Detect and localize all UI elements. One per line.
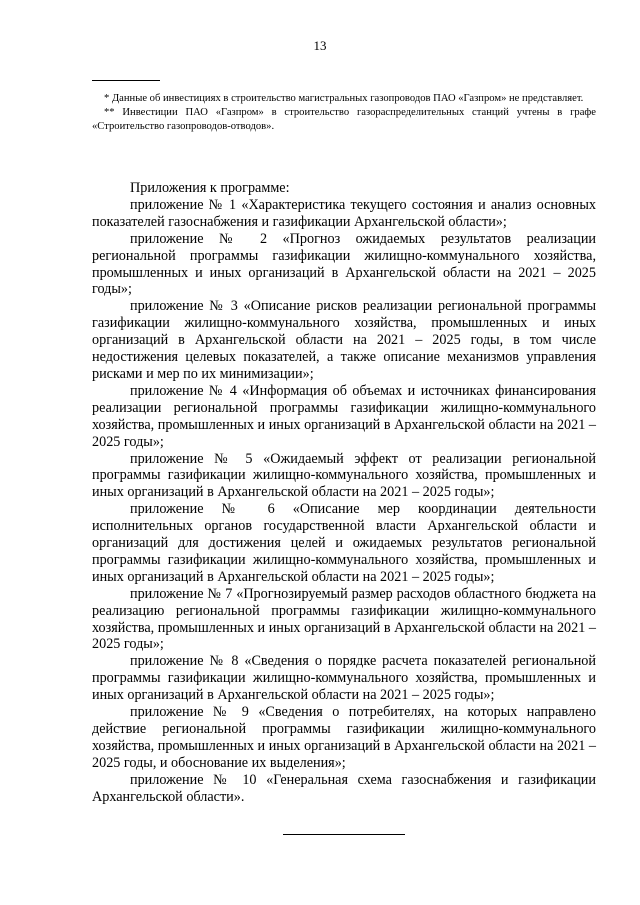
appendix-item-7: приложение № 7 «Прогнозируемый размер расходов областного бюджета на реализацию региональной программы газификации жилищно-коммунального хозяйства, промышленных и иных организаций в Архангельской области на 2021 – 2025 годы»; — [92, 585, 596, 653]
footnote-2: ** Инвестиции ПАО «Газпром» в строительство газораспределительных станций учтены в графе «Строительство газопроводов-отводов». — [92, 107, 596, 132]
page-number: 13 — [313, 38, 327, 53]
appendix-item-9: приложение № 9 «Сведения о потребителях, на которых направлено действие региональной программы газификации жилищно-коммунального хозяйства, промышленных и иных организаций в Архангельской области на 2021 – 2025 годы, и обоснование их выделения»; — [92, 704, 596, 771]
footnote-1: * Данные об инвестициях в строительство магистральных газопроводов ПАО «Газпром» не представляет. — [104, 93, 584, 104]
appendix-item-10: приложение № 10 «Генеральная схема газоснабжения и газификации Архангельской области». — [92, 771, 596, 805]
appendix-heading: Приложения к программе: — [130, 180, 290, 196]
appendix-item-3: приложение № 3 «Описание рисков реализации региональной программы газификации жилищно-коммунального хозяйства, промышленных и иных организаций в Архангельской области на 2021 – 2025 годы, в том числе недостижения целевых показателей, а также описание механизмов управления рисками и мер по их минимизации»; — [92, 298, 596, 382]
end-separator — [283, 834, 405, 835]
appendix-list — [92, 180, 596, 806]
appendix-item-2: приложение № 2 «Прогноз ожидаемых результатов реализации региональной программы газификации жилищно-коммунального хозяйства, промышленных и иных организаций в Архангельской области на 2021 – 2025 годы»; — [92, 230, 596, 298]
footnotes — [92, 92, 596, 134]
appendix-item-8: приложение № 8 «Сведения о порядке расчета показателей региональной программы газификации жилищно-коммунального хозяйства, промышленных и иных организаций в Архангельской области на 2021 – 2025 годы»; — [92, 653, 596, 704]
appendix-item-6: приложение № 6 «Описание мер координации деятельности исполнительных органов государственной власти Архангельской области и организаций для достижения целей и ожидаемых результатов региональной программы газификации жилищно-коммунального хозяйства, промышленных и иных организаций в Архангельской области на 2021 – 2025 годы»; — [92, 501, 596, 585]
appendix-item-5: приложение № 5 «Ожидаемый эффект от реализации региональной программы газификации жилищно-коммунального хозяйства, промышленных и иных организаций в Архангельской области на 2021 – 2025 годы»; — [92, 450, 596, 501]
footnote-separator — [92, 80, 160, 81]
appendix-item-1: приложение № 1 «Характеристика текущего состояния и анализ основных показателей газоснабжения и газификации Архангельской области»; — [92, 196, 596, 230]
appendix-item-4: приложение № 4 «Информация об объемах и источниках финансирования реализации региональной программы газификации жилищно-коммунального хозяйства, промышленных и иных организаций в Архангельской области на 2021 – 2025 годы»; — [92, 382, 596, 450]
